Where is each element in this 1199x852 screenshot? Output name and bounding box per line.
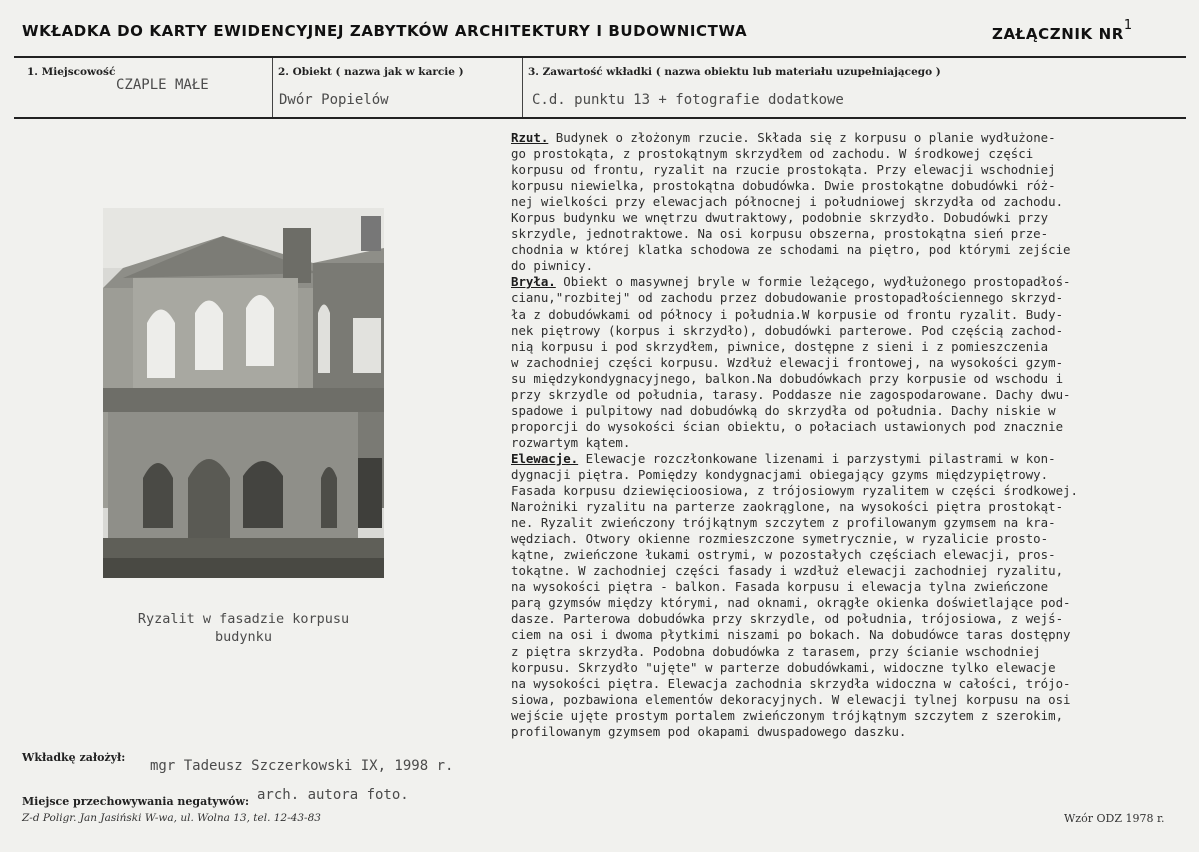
header-bottom-rule [14,117,1186,119]
description-line [511,644,1181,660]
description-line-text: cianu,"rozbitej" od zachodu przez dobudowanie prostopadłościennego skrzyd- [511,290,1064,306]
description-line [511,226,1181,242]
description-line-text: Fasada korpusu dziewięcioosiowa, z trójosiowym ryzalitem w części środkowej. [511,483,1078,499]
description-line [511,611,1181,627]
description-line [511,563,1181,579]
header-top-rule [14,56,1186,58]
description-line-text: dygnacji piętra. Pomiędzy kondygnacjami obiegający gzyms międzypiętrowy. [511,466,1049,482]
description-line-text: Budynek o złożonym rzucie. Składa się z korpusu o planie wydłużone- [555,130,1056,145]
description-line-text: nek piętrowy (korpus i skrzydło), dobudówki parterowe. Pod częścią zachod- [511,322,1064,338]
description-line [511,403,1181,419]
description-line-text: korpusu od frontu, ryzalit na rzucie prostokąta. Przy elewacji wschodniej [511,162,1056,178]
description-line-text: przy skrzydle od południa, tarasy. Poddasze nie zagospodarowane. Dachy dwu- [511,386,1071,402]
description-line [511,258,1181,274]
description-line-text: nej wielkości przy elewacjach północnej i południowej skrzydła od zachodu. [511,194,1064,210]
description-line-text: na wysokości piętra. Elewacja zachodnia skrzydła widoczna w całości, trójo- [511,675,1071,691]
description-line [511,194,1181,210]
photo-caption-line2: budynku [215,629,272,645]
section-heading: Bryła. [511,274,556,290]
description-line [511,371,1181,387]
description-line [511,515,1181,531]
description-line-text: wędziach. Otwory okienne rozmieszczone symetrycznie, w ryzalicie prosto- [511,531,1049,547]
photo-caption-line1: Ryzalit w fasadzie korpusu [137,611,350,627]
description-line-text: su międzykondygnacyjnego, balkon.Na dobudówkach przy korpusie od wschodu i [511,370,1064,386]
description-line [511,676,1181,692]
photo-risalit-illustration [103,208,384,578]
description-line [511,579,1181,595]
attachment-number-label [992,18,1133,43]
description-line [511,435,1181,451]
description-line-text: proporcji do wysokości ścian obiektu, o połaciach ustawionych pod znacznie [511,418,1064,434]
description-line [511,547,1181,563]
attachment-number: 1 [1123,18,1133,33]
field-locality-label: 1. Miejscowość [27,66,116,78]
description-line-text: Obiekt o masywnej bryle w formie leżącego, wydłużonego prostopadłoś- [563,274,1071,290]
description-line-text: korpusu niewielka, prostokątna dobudówka. Dwie prostokątne dobudówki róż- [511,178,1056,194]
description-line [511,146,1181,162]
field-object-value: Dwór Popielów [279,92,389,108]
description-line [511,323,1181,339]
description-line [511,451,1181,467]
description-line-text: profilowanym gzymsem pod okapami dwuspadowego daszku. [511,723,907,739]
description-line [511,627,1181,643]
field-locality-value: CZAPLE MAŁE [116,77,209,93]
description-line-text: z piętra skrzydła. Podobna dobudówka z tarasem, przy ścianie wschodniej [511,643,1041,659]
attachment-label: ZAŁĄCZNIK NR [992,25,1124,43]
description-line-text: do piwnicy. [511,258,594,274]
description-line [511,660,1181,676]
description-line-text: go prostokąta, z prostokątnym skrzydłem od zachodu. W środkowej części [511,146,1034,162]
description-line-text: parą gzymsów między którymi, nad oknami, okrągłe okienka doświetlające pod- [511,595,1071,611]
author-value: mgr Tadeusz Szczerkowski IX, 1998 r. [150,758,454,774]
description-line [511,483,1181,499]
description-line-text: chodnia w której klatka schodowa ze schodami na piętro, pod którymi zejście [511,242,1071,258]
description-line [511,242,1181,258]
description-line-text: kątne, zwieńczone łukami ostrymi, w pozostałych częściach elewacji, pros- [511,547,1056,563]
description-line-text: w zachodniej części korpusu. Wzdłuż elewacji frontowej, na wysokości gzym- [511,354,1064,370]
description-line [511,724,1181,740]
negatives-value: arch. autora foto. [257,787,409,803]
description-line-text: korpusu. Skrzydło "ujęte" w parterze dobudówkami, widoczne tylko elewacje [511,659,1056,675]
description-line [511,339,1181,355]
description-line [511,355,1181,371]
description-line-text: Narożniki ryzalitu na parterze zaokrąglone, na wysokości piętra prostokąt- [511,499,1064,515]
description-line [511,162,1181,178]
section-heading: Rzut. [511,130,549,145]
description-line-text: skrzydle, jednotraktowe. Na osi korpusu obszerna, prostokątna sień prze- [511,226,1049,242]
form-model: Wzór ODZ 1978 r. [1064,812,1165,825]
section-heading: Elewacje. [511,450,579,466]
description-line [511,499,1181,515]
description-line-text: siowa, pozbawiona elementów dekoracyjnych. W elewacji tylnej korpusu na osi [511,691,1071,707]
description-line [511,210,1181,226]
printer-imprint: Z-d Poligr. Jan Jasiński W-wa, ul. Wolna 13, tel. 12-43-83 [22,812,321,824]
description-line-text: tokątne. W zachodniej części fasady i wzdłuż elewacji zachodniej ryzalitu, [511,563,1064,579]
description-line-text: rozwartym kątem. [511,434,631,450]
description-line [511,274,1181,290]
field-divider-2 [522,58,523,118]
description-line-text: ne. Ryzalit zwieńczony trójkątnym szczytem z profilowanym gzymsem na kra- [511,515,1056,531]
description-line-text: Elewacje rozczłonkowane lizenami i parzystymi pilastrami w kon- [585,450,1056,466]
description-line [511,307,1181,323]
building-photo [103,208,384,578]
author-label: Wkładkę założył: [22,751,126,764]
description-line-text: dasze. Parterowa dobudówka przy skrzydle, od południa, trójosiowa, z wejś- [511,611,1064,627]
description-line-text: ciem na osi i dwoma płytkimi niszami po bokach. Na dobudówce taras dostępny [511,627,1071,643]
description-line-text: na wysokości piętra - balkon. Fasada korpusu i elewacja tylna zwieńczone [511,579,1049,595]
description-line-text: spadowe i pulpitowy nad dobudówką do skrzydła od południa. Dachy niskie w [511,402,1056,418]
description-line [511,467,1181,483]
negatives-label: Miejsce przechowywania negatywów: [22,795,250,808]
description-line-text: nią korpusu i pod skrzydłem, piwnice, dostępne z sieni i z pomieszczenia [511,338,1049,354]
description-line [511,531,1181,547]
description-line [511,419,1181,435]
description-line [511,708,1181,724]
field-contents-label: 3. Zawartość wkładki ( nazwa obiektu lub materiału uzupełniającego ) [528,66,941,78]
description-line [511,130,1181,146]
description-line-text: wejście ujęte prostym portalem zwieńczonym trójkątnym szczytem z szerokim, [511,707,1064,723]
description-line-text: Korpus budynku we wnętrzu dwutraktowy, podobnie skrzydło. Dobudówki przy [511,210,1049,226]
description-line [511,692,1181,708]
form-title: WKŁADKA DO KARTY EWIDENCYJNEJ ZABYTKÓW ARCHITEKTURY I BUDOWNICTWA [22,22,748,40]
field-divider-1 [272,58,273,118]
description-line [511,387,1181,403]
description-line [511,178,1181,194]
field-object-label: 2. Obiekt ( nazwa jak w karcie ) [278,66,464,78]
field-contents-value: C.d. punktu 13 + fotografie dodatkowe [532,92,844,108]
description-line [511,290,1181,306]
description-line-text: ła z dobudówkami od północy i południa.W korpusie od frontu ryzalit. Budy- [511,306,1064,322]
photo-caption [103,610,384,646]
description-text [511,130,1181,740]
description-line [511,595,1181,611]
